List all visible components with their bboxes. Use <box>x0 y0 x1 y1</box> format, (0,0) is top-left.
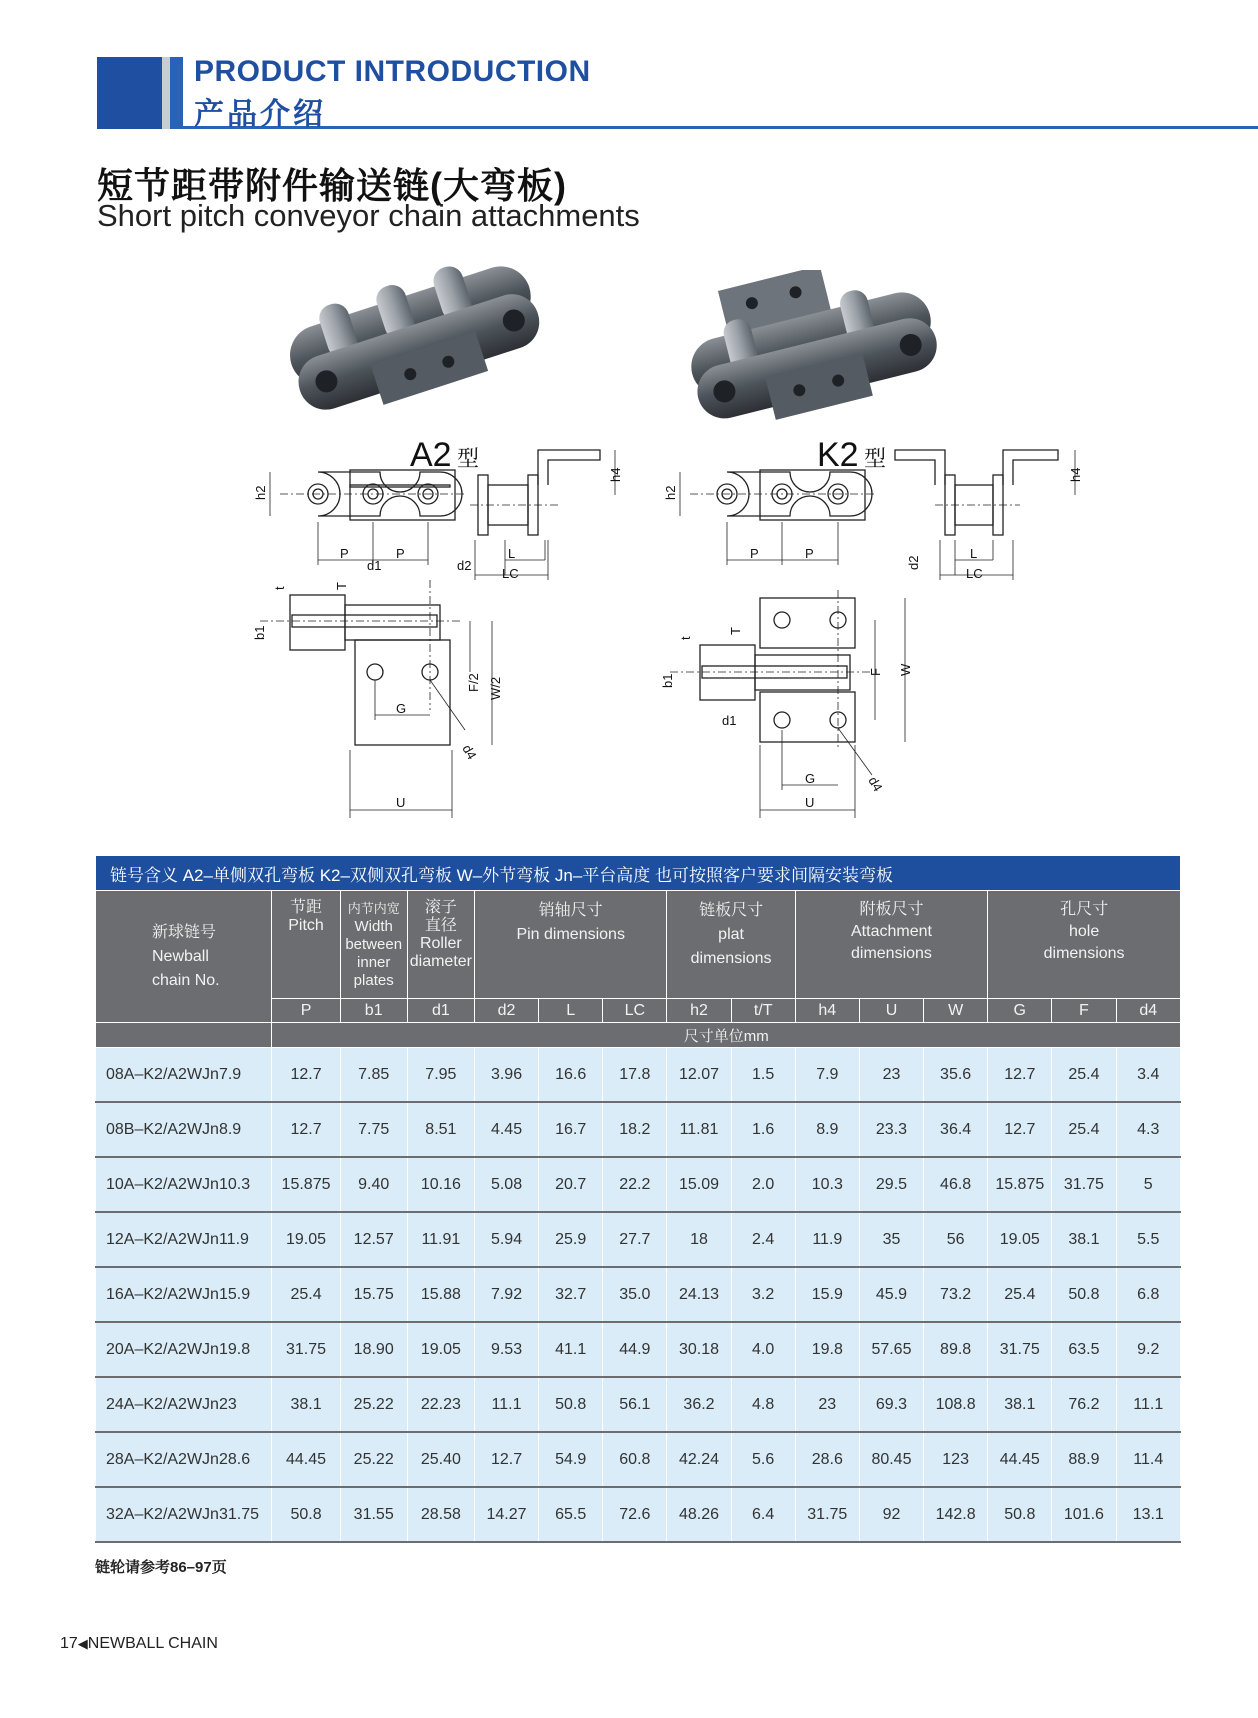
value-cell: 9.53 <box>474 1322 538 1377</box>
value-cell: 12.7 <box>988 1102 1052 1157</box>
value-cell: 5.5 <box>1116 1212 1180 1267</box>
value-cell: 2.4 <box>731 1212 795 1267</box>
value-cell: 4.0 <box>731 1322 795 1377</box>
symbol-header: d2 <box>474 999 538 1023</box>
value-cell: 28.6 <box>795 1432 859 1487</box>
svg-text:d2: d2 <box>457 558 472 573</box>
value-cell: 2.0 <box>731 1157 795 1212</box>
svg-text:b1: b1 <box>252 625 267 640</box>
value-cell: 38.1 <box>988 1377 1052 1432</box>
value-cell: 7.92 <box>474 1267 538 1322</box>
value-cell: 20.7 <box>539 1157 603 1212</box>
chain-number-cell: 10A–K2/A2WJn10.3 <box>96 1157 272 1212</box>
svg-text:b1: b1 <box>660 673 675 688</box>
value-cell: 15.09 <box>667 1157 731 1212</box>
value-cell: 50.8 <box>1052 1267 1116 1322</box>
svg-text:P: P <box>805 546 814 561</box>
value-cell: 31.75 <box>1052 1157 1116 1212</box>
svg-text:P: P <box>750 546 759 561</box>
header-hole: 孔尺寸 hole dimensions <box>988 891 1181 999</box>
value-cell: 4.3 <box>1116 1102 1180 1157</box>
value-cell: 10.16 <box>407 1157 474 1212</box>
svg-text:d2: d2 <box>906 555 921 570</box>
value-cell: 35.6 <box>924 1048 988 1103</box>
value-cell: 123 <box>924 1432 988 1487</box>
svg-text:LC: LC <box>502 566 519 581</box>
value-cell: 44.45 <box>272 1432 340 1487</box>
value-cell: 3.4 <box>1116 1048 1180 1103</box>
value-cell: 25.40 <box>407 1432 474 1487</box>
value-cell: 7.75 <box>340 1102 407 1157</box>
arrow-left-icon: ◀ <box>77 1636 88 1651</box>
value-cell: 11.1 <box>474 1377 538 1432</box>
k2-top-view <box>660 590 913 818</box>
value-cell: 54.9 <box>539 1432 603 1487</box>
value-cell: 4.45 <box>474 1102 538 1157</box>
brand-name: NEWBALL CHAIN <box>87 1635 218 1652</box>
header-roller: 滚子 直径 Roller diameter <box>407 891 474 999</box>
k2-side-view <box>663 470 875 565</box>
value-cell: 7.9 <box>795 1048 859 1103</box>
value-cell: 31.75 <box>272 1322 340 1377</box>
value-cell: 19.05 <box>272 1212 340 1267</box>
value-cell: 25.4 <box>1052 1102 1116 1157</box>
value-cell: 23.3 <box>859 1102 923 1157</box>
value-cell: 7.95 <box>407 1048 474 1103</box>
k2-type-label: K2 <box>817 436 859 474</box>
value-cell: 18.90 <box>340 1322 407 1377</box>
value-cell: 17.8 <box>603 1048 667 1103</box>
value-cell: 25.22 <box>340 1377 407 1432</box>
a2-end-view <box>470 450 623 581</box>
value-cell: 29.5 <box>859 1157 923 1212</box>
value-cell: 30.18 <box>667 1322 731 1377</box>
value-cell: 25.4 <box>272 1267 340 1322</box>
value-cell: 9.2 <box>1116 1322 1180 1377</box>
value-cell: 101.6 <box>1052 1487 1116 1542</box>
symbol-header: d4 <box>1116 999 1180 1023</box>
value-cell: 19.8 <box>795 1322 859 1377</box>
table-row <box>96 1102 1181 1157</box>
svg-text:h2: h2 <box>663 485 678 500</box>
value-cell: 73.2 <box>924 1267 988 1322</box>
value-cell: 44.9 <box>603 1322 667 1377</box>
header-pin: 销轴尺寸 Pin dimensions <box>474 891 666 999</box>
table-row <box>96 1322 1181 1377</box>
technical-drawings <box>0 430 1258 825</box>
chain-number-cell: 08A–K2/A2WJn7.9 <box>96 1048 272 1103</box>
header-width: 内节内宽 Width between inner plates <box>340 891 407 999</box>
value-cell: 31.75 <box>988 1322 1052 1377</box>
svg-text:t: t <box>678 636 693 640</box>
value-cell: 48.26 <box>667 1487 731 1542</box>
value-cell: 57.65 <box>859 1322 923 1377</box>
value-cell: 12.07 <box>667 1048 731 1103</box>
svg-text:d1: d1 <box>367 558 382 573</box>
value-cell: 89.8 <box>924 1322 988 1377</box>
value-cell: 11.91 <box>407 1212 474 1267</box>
header-plate: 链板尺寸 plat dimensions <box>667 891 795 999</box>
svg-text:t: t <box>272 586 287 590</box>
value-cell: 41.1 <box>539 1322 603 1377</box>
svg-text:W/2: W/2 <box>488 676 503 700</box>
value-cell: 6.4 <box>731 1487 795 1542</box>
value-cell: 50.8 <box>539 1377 603 1432</box>
value-cell: 50.8 <box>988 1487 1052 1542</box>
value-cell: 23 <box>795 1377 859 1432</box>
value-cell: 56.1 <box>603 1377 667 1432</box>
chain-number-cell: 24A–K2/A2WJn23 <box>96 1377 272 1432</box>
value-cell: 25.9 <box>539 1212 603 1267</box>
svg-text:L: L <box>508 546 516 561</box>
value-cell: 63.5 <box>1052 1322 1116 1377</box>
value-cell: 22.23 <box>407 1377 474 1432</box>
value-cell: 23 <box>859 1048 923 1103</box>
value-cell: 32.7 <box>539 1267 603 1322</box>
value-cell: 19.05 <box>407 1322 474 1377</box>
k2-type-suffix: 型 <box>864 446 887 471</box>
a2-top-view <box>252 558 503 818</box>
value-cell: 69.3 <box>859 1377 923 1432</box>
header-accent-bar <box>97 57 162 129</box>
value-cell: 46.8 <box>924 1157 988 1212</box>
a2-type-label: A2 <box>410 436 452 474</box>
value-cell: 42.24 <box>667 1432 731 1487</box>
a2-chain-photo <box>270 255 560 425</box>
table-row <box>96 1157 1181 1212</box>
value-cell: 14.27 <box>474 1487 538 1542</box>
svg-text:h2: h2 <box>253 485 268 500</box>
svg-text:G: G <box>396 701 407 716</box>
svg-text:d4: d4 <box>459 742 480 763</box>
value-cell: 76.2 <box>1052 1377 1116 1432</box>
value-cell: 5.6 <box>731 1432 795 1487</box>
symbol-header: t/T <box>731 999 795 1023</box>
svg-text:T: T <box>334 582 349 590</box>
value-cell: 1.5 <box>731 1048 795 1103</box>
svg-text:G: G <box>805 771 816 786</box>
svg-text:LC: LC <box>966 566 983 581</box>
svg-text:T: T <box>728 627 743 635</box>
value-cell: 15.875 <box>272 1157 340 1212</box>
value-cell: 72.6 <box>603 1487 667 1542</box>
value-cell: 18 <box>667 1212 731 1267</box>
value-cell: 92 <box>859 1487 923 1542</box>
header-accent-bar-2 <box>170 57 183 129</box>
svg-text:U: U <box>396 795 406 810</box>
symbol-header: h4 <box>795 999 859 1023</box>
svg-text:U: U <box>805 795 815 810</box>
svg-text:h4: h4 <box>608 467 623 482</box>
header-pitch: 节距 Pitch <box>272 891 340 999</box>
table-row <box>96 1432 1181 1487</box>
value-cell: 27.7 <box>603 1212 667 1267</box>
header-attachment: 附板尺寸 Attachment dimensions <box>795 891 987 999</box>
page-number: 17 <box>60 1635 78 1652</box>
value-cell: 35 <box>859 1212 923 1267</box>
page-footer <box>60 1635 218 1653</box>
chain-number-cell: 28A–K2/A2WJn28.6 <box>96 1432 272 1487</box>
a2-side-view <box>253 470 465 565</box>
symbol-header: W <box>924 999 988 1023</box>
value-cell: 19.05 <box>988 1212 1052 1267</box>
value-cell: 25.4 <box>1052 1048 1116 1103</box>
symbol-header: L <box>539 999 603 1023</box>
symbol-header: b1 <box>340 999 407 1023</box>
value-cell: 25.4 <box>988 1267 1052 1322</box>
svg-text:P: P <box>396 546 405 561</box>
value-cell: 3.2 <box>731 1267 795 1322</box>
table-row <box>96 1487 1181 1542</box>
value-cell: 50.8 <box>272 1487 340 1542</box>
chain-number-cell: 32A–K2/A2WJn31.75 <box>96 1487 272 1542</box>
value-cell: 3.96 <box>474 1048 538 1103</box>
value-cell: 11.1 <box>1116 1377 1180 1432</box>
symbol-header: d1 <box>407 999 474 1023</box>
svg-text:d4: d4 <box>865 774 886 795</box>
value-cell: 31.75 <box>795 1487 859 1542</box>
value-cell: 16.7 <box>539 1102 603 1157</box>
table-row <box>96 1377 1181 1432</box>
value-cell: 28.58 <box>407 1487 474 1542</box>
value-cell: 35.0 <box>603 1267 667 1322</box>
value-cell: 38.1 <box>1052 1212 1116 1267</box>
value-cell: 38.1 <box>272 1377 340 1432</box>
value-cell: 56 <box>924 1212 988 1267</box>
header-accent-stripe <box>162 57 170 129</box>
value-cell: 12.7 <box>272 1102 340 1157</box>
symbol-header: G <box>988 999 1052 1023</box>
value-cell: 45.9 <box>859 1267 923 1322</box>
specification-table <box>95 855 1181 1543</box>
page-title-cn: 短节距带附件输送链(大弯板) <box>97 165 567 206</box>
value-cell: 25.22 <box>340 1432 407 1487</box>
table-row <box>96 1212 1181 1267</box>
value-cell: 88.9 <box>1052 1432 1116 1487</box>
table-row <box>96 1267 1181 1322</box>
svg-text:P: P <box>340 546 349 561</box>
value-cell: 18.2 <box>603 1102 667 1157</box>
chain-number-cell: 08B–K2/A2WJn8.9 <box>96 1102 272 1157</box>
value-cell: 60.8 <box>603 1432 667 1487</box>
symbol-header: U <box>859 999 923 1023</box>
svg-text:F/2: F/2 <box>466 673 481 692</box>
symbol-header: LC <box>603 999 667 1023</box>
value-cell: 44.45 <box>988 1432 1052 1487</box>
value-cell: 12.7 <box>474 1432 538 1487</box>
unit-label: 尺寸单位mm <box>272 1023 1181 1048</box>
header-blank <box>96 1023 272 1048</box>
header-chain-no: 新球链号 Newball chain No. <box>96 891 272 1023</box>
chain-number-cell: 20A–K2/A2WJn19.8 <box>96 1322 272 1377</box>
header-title-en: PRODUCT INTRODUCTION <box>194 55 591 88</box>
value-cell: 10.3 <box>795 1157 859 1212</box>
table-row <box>96 1048 1181 1103</box>
value-cell: 12.57 <box>340 1212 407 1267</box>
symbol-header: P <box>272 999 340 1023</box>
value-cell: 8.9 <box>795 1102 859 1157</box>
value-cell: 24.13 <box>667 1267 731 1322</box>
k2-end-view <box>895 450 1083 581</box>
value-cell: 11.9 <box>795 1212 859 1267</box>
sprocket-reference-note: 链轮请参考86–97页 <box>95 1559 227 1576</box>
svg-text:L: L <box>970 546 978 561</box>
symbol-header: h2 <box>667 999 731 1023</box>
header-title-cn: 产品介绍 <box>194 98 326 131</box>
svg-text:h4: h4 <box>1068 467 1083 482</box>
symbol-header: F <box>1052 999 1116 1023</box>
value-cell: 22.2 <box>603 1157 667 1212</box>
header-rule <box>183 126 1258 129</box>
chain-number-cell: 16A–K2/A2WJn15.9 <box>96 1267 272 1322</box>
value-cell: 9.40 <box>340 1157 407 1212</box>
value-cell: 80.45 <box>859 1432 923 1487</box>
value-cell: 15.88 <box>407 1267 474 1322</box>
chain-number-cell: 12A–K2/A2WJn11.9 <box>96 1212 272 1267</box>
value-cell: 8.51 <box>407 1102 474 1157</box>
value-cell: 5 <box>1116 1157 1180 1212</box>
value-cell: 5.08 <box>474 1157 538 1212</box>
value-cell: 15.9 <box>795 1267 859 1322</box>
value-cell: 36.2 <box>667 1377 731 1432</box>
value-cell: 65.5 <box>539 1487 603 1542</box>
value-cell: 7.85 <box>340 1048 407 1103</box>
value-cell: 13.1 <box>1116 1487 1180 1542</box>
value-cell: 108.8 <box>924 1377 988 1432</box>
value-cell: 11.81 <box>667 1102 731 1157</box>
table-note: 链号含义 A2–单侧双孔弯板 K2–双侧双孔弯板 W–外节弯板 Jn–平台高度 也可按照客户要求间隔安装弯板 <box>96 856 1181 891</box>
value-cell: 4.8 <box>731 1377 795 1432</box>
value-cell: 142.8 <box>924 1487 988 1542</box>
value-cell: 12.7 <box>988 1048 1052 1103</box>
value-cell: 16.6 <box>539 1048 603 1103</box>
a2-type-suffix: 型 <box>457 446 480 471</box>
svg-text:W: W <box>898 663 913 676</box>
value-cell: 36.4 <box>924 1102 988 1157</box>
k2-chain-photo <box>675 270 950 430</box>
value-cell: 15.875 <box>988 1157 1052 1212</box>
value-cell: 12.7 <box>272 1048 340 1103</box>
page-title-en: Short pitch conveyor chain attachments <box>97 198 640 233</box>
value-cell: 1.6 <box>731 1102 795 1157</box>
svg-text:F: F <box>868 668 883 676</box>
value-cell: 11.4 <box>1116 1432 1180 1487</box>
value-cell: 6.8 <box>1116 1267 1180 1322</box>
value-cell: 15.75 <box>340 1267 407 1322</box>
svg-text:d1: d1 <box>722 713 737 728</box>
value-cell: 31.55 <box>340 1487 407 1542</box>
value-cell: 5.94 <box>474 1212 538 1267</box>
